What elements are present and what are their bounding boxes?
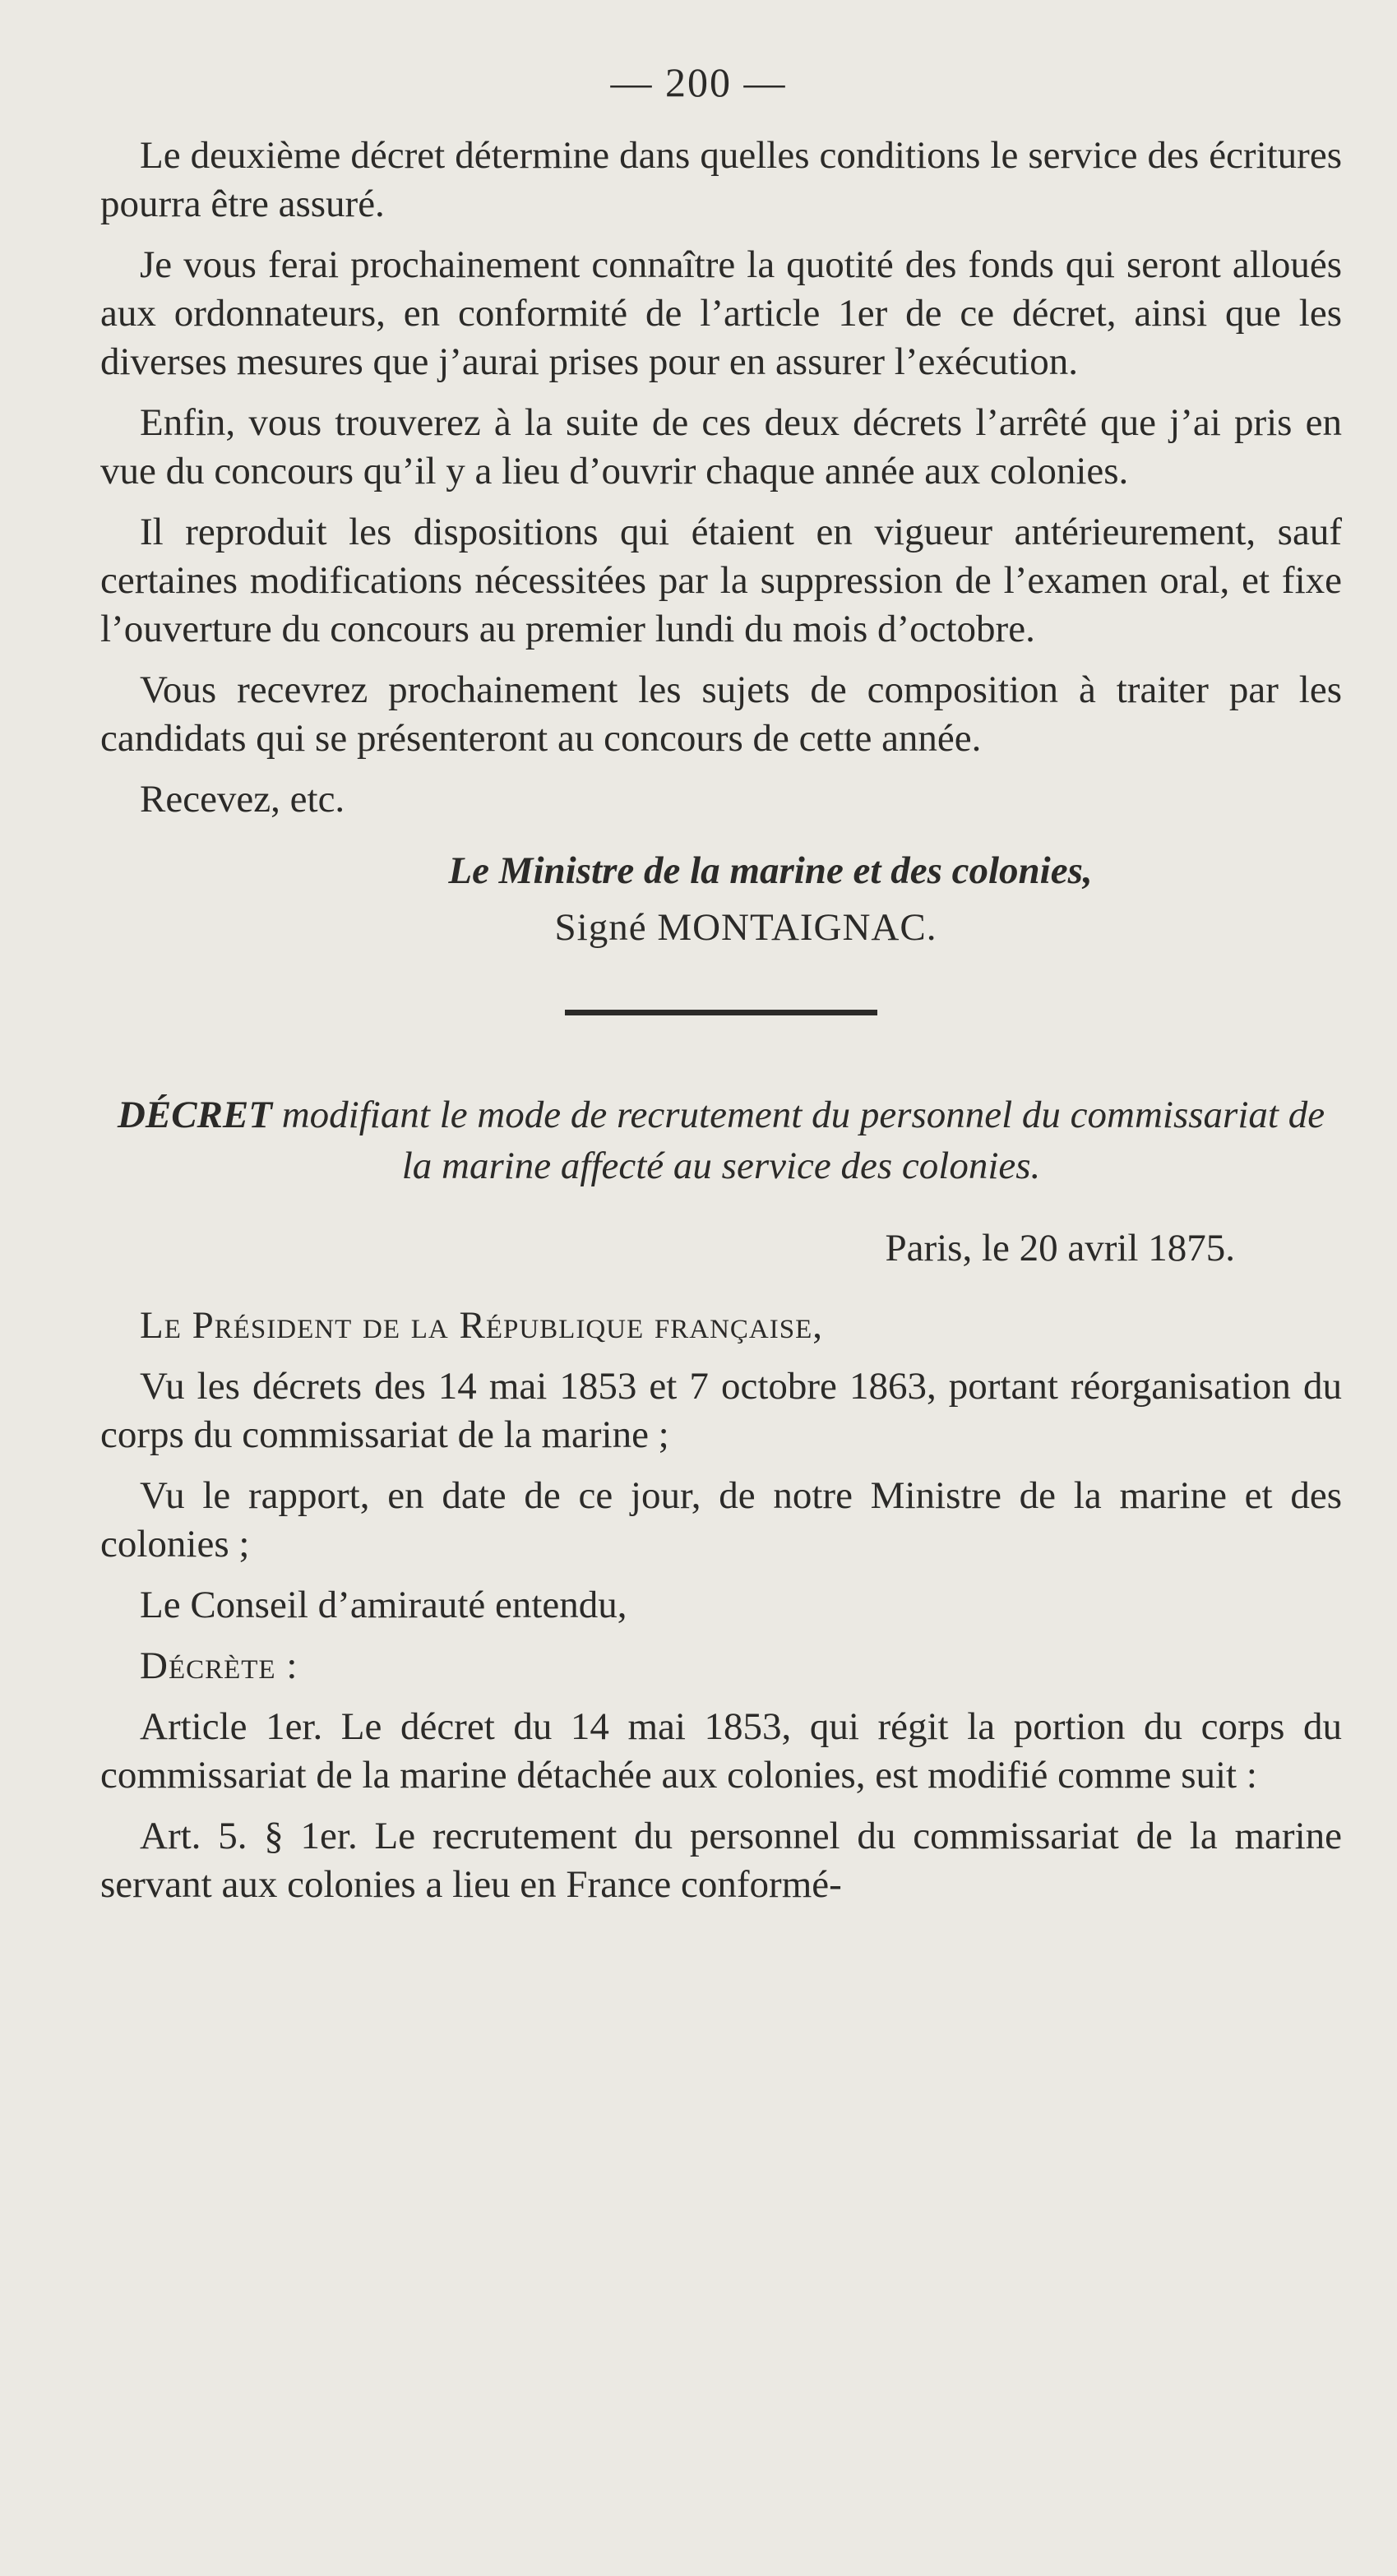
decree-title-text: modifiant le mode de recrutement du personnel du commissariat de la marine affecté au service des colonies.	[271, 1094, 1325, 1187]
signatory-title: Le Ministre de la marine et des colonies,	[448, 849, 1093, 892]
paragraph: Enfin, vous trouverez à la suite de ces deux décrets l’arrêté que j’ai pris en vue du concours qu’il y a lieu d’ouvrir chaque année aux colonies.	[100, 401, 1342, 493]
paragraph: Il reproduit les dispositions qui étaient en vigueur antérieurement, sauf certaines modifications nécessitées par la suppression de l’examen oral, et fixe l’ouverture du concours au premier lundi du mois d’octobre.	[100, 511, 1342, 650]
page-body	[100, 132, 1342, 1922]
decree-decrete: Décrète :	[140, 1644, 298, 1687]
paragraph: Vous recevrez prochainement les sujets de composition à traiter par les candidats qui se présenteront au concours de cette année.	[100, 668, 1342, 760]
decree-conseil: Le Conseil d’amirauté entendu,	[140, 1584, 627, 1626]
decree-vu-2: Vu le rapport, en date de ce jour, de notre Ministre de la marine et des colonies ;	[100, 1474, 1342, 1565]
closing: Recevez, etc.	[140, 778, 345, 821]
section-divider	[565, 1010, 877, 1015]
decree-title-keyword: DÉCRET	[117, 1094, 272, 1136]
paragraph: Le deuxième décret détermine dans quelles conditions le service des écritures pourra être assuré.	[100, 134, 1342, 225]
decree-dateline: Paris, le 20 avril 1875.	[885, 1227, 1235, 1270]
decree-article-1: Article 1er. Le décret du 14 mai 1853, qui régit la portion du corps du commissariat de la marine détachée aux colonies, est modifié comme suit :	[100, 1705, 1342, 1797]
decree-art-5: Art. 5. § 1er. Le recrutement du personnel du commissariat de la marine servant aux colonies a lieu en France conformé-	[100, 1815, 1342, 1906]
signatory-name: Signé MONTAIGNAC.	[554, 906, 937, 949]
page-number: — 200 —	[610, 59, 787, 105]
paragraph: Je vous ferai prochainement connaître la quotité des fonds qui seront alloués aux ordonnateurs, en conformité de l’article 1er de ce décret, ainsi que les diverses mesures que j’aurai prises pour en assurer l’exécution.	[100, 243, 1342, 383]
decree-title	[117, 1089, 1325, 1191]
decree-president: Le Président de la République française,	[140, 1304, 824, 1347]
decree-vu-1: Vu les décrets des 14 mai 1853 et 7 octobre 1863, portant réorganisation du corps du commissariat de la marine ;	[100, 1365, 1342, 1456]
